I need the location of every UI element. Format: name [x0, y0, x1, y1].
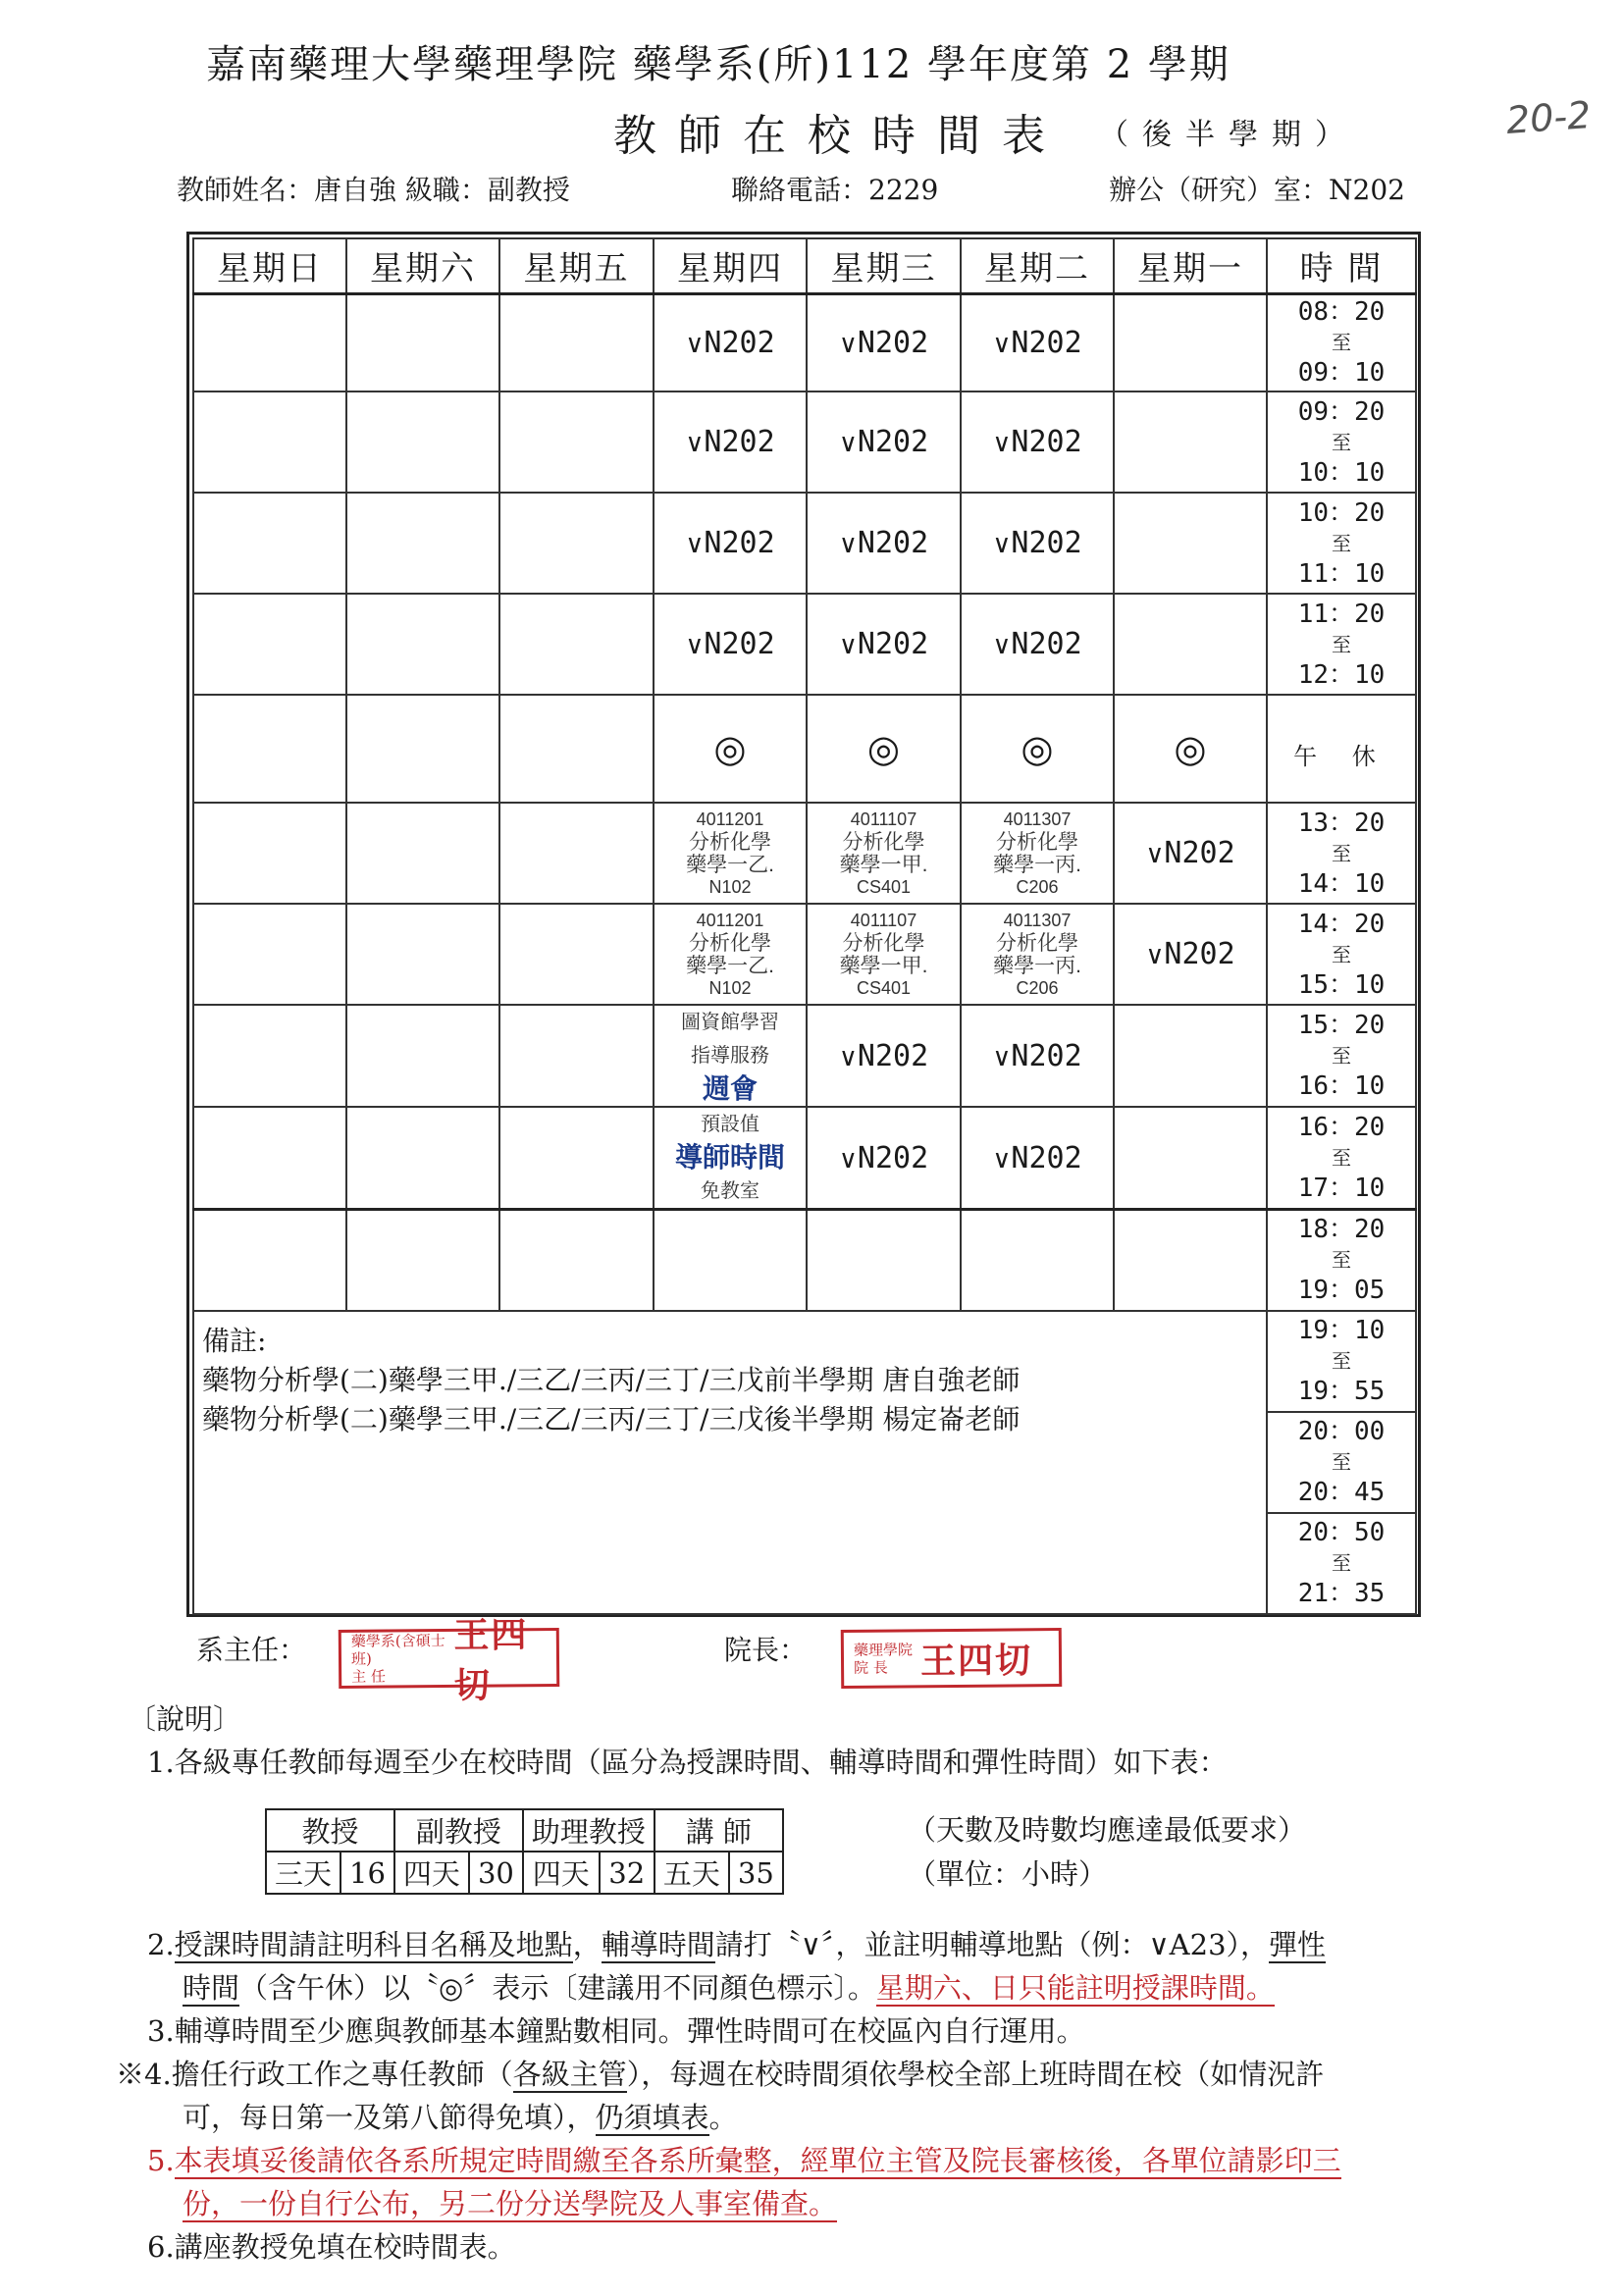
time-1020: 10：20 至 11：10 [1267, 493, 1416, 594]
col-mon: 星期一 [1114, 238, 1267, 293]
chair-label: 系主任： [196, 1634, 307, 1666]
table-row [193, 594, 1416, 695]
teacher-name-rank: 教師姓名：唐自強 級職：副教授 [177, 174, 570, 206]
note-4-line-2: 可，每日第一及第八節得免填），仍須填表。 [183, 2101, 738, 2134]
note-1: 1.各級專任教師每週至少在校時間（區分為授課時間、輔導時間和彈性時間）如下表： [147, 1746, 1228, 1779]
req-cell: 35 [729, 1852, 783, 1894]
table-row [193, 904, 1416, 1005]
time-1120: 11：20 至 12：10 [1267, 594, 1416, 695]
document-title: 嘉南藥理大學藥理學院 藥學系(所)112 學年度第 2 學期 [206, 42, 1230, 87]
remarks-line-1: 藥物分析學(二)藥學三甲./三乙/三丙/三丁/三戊前半學期 唐自強老師 [202, 1363, 1021, 1396]
slot-mon-1320: ∨N202 [1114, 803, 1267, 904]
time-2050: 20：50 至 21：35 [1267, 1513, 1416, 1614]
note-5-line-1: 5.本表填妥後請依各系所規定時間繳至各系所彙整，經單位主管及院長審核後，各單位請影印三 [147, 2144, 1341, 2177]
semester-half-label: （後半學期） [1099, 118, 1358, 152]
req-cell: 16 [340, 1852, 394, 1894]
handwritten-note: 20-2 [1504, 93, 1593, 142]
time-0820: 08：20 至 09：10 [1267, 293, 1416, 391]
note-5-line-2: 份，一份自行公布，另二份分送學院及人事室備查。 [183, 2187, 838, 2220]
slot-thu-1120: ∨N202 [654, 594, 807, 695]
slot-tue-1520: ∨N202 [961, 1005, 1114, 1107]
req-note-min: （天數及時數均應達最低要求） [908, 1813, 1307, 1847]
time-0920: 09：20 至 10：10 [1267, 391, 1416, 493]
thu-1620-tutor: 預設值 導師時間 免教室 [654, 1107, 807, 1210]
dean-label: 院長： [724, 1634, 808, 1666]
chair-stamp: 藥學系(含碩士班) 主 任 王四切 [339, 1628, 560, 1689]
req-cell: 30 [469, 1852, 523, 1894]
time-1910: 19：10 至 19：55 [1267, 1311, 1416, 1412]
col-sun: 星期日 [193, 238, 346, 293]
flex-wed-lunch: ◎ [807, 695, 961, 803]
table-row [193, 803, 1416, 904]
req-header-assistant: 助理教授 [523, 1809, 654, 1852]
slot-wed-1020: ∨N202 [807, 493, 961, 594]
table-row [193, 1107, 1416, 1210]
dean-stamp: 藥理學院 院 長 王四切 [841, 1628, 1063, 1689]
notes-heading: 〔說明〕 [128, 1702, 242, 1736]
slot-thu-0820: ∨N202 [654, 293, 807, 391]
slot-tue-1620: ∨N202 [961, 1107, 1114, 1210]
slot-thu-1020: ∨N202 [654, 493, 807, 594]
slot-thu-0920: ∨N202 [654, 391, 807, 493]
slot-wed-1620: ∨N202 [807, 1107, 961, 1210]
table-row [193, 493, 1416, 594]
req-note-unit: （單位：小時） [908, 1857, 1108, 1891]
header-row [193, 238, 1416, 293]
time-2000: 20：00 至 20：45 [1267, 1412, 1416, 1513]
thu-1520-service: 圖資館學習 指導服務 週會 [654, 1005, 807, 1107]
slot-wed-1520: ∨N202 [807, 1005, 961, 1107]
req-cell: 四天 [394, 1852, 469, 1894]
note-6: 6.講座教授免填在校時間表。 [147, 2230, 516, 2264]
schedule-table [186, 232, 1421, 1617]
schedule-grid [192, 237, 1417, 1615]
slot-tue-1120: ∨N202 [961, 594, 1114, 695]
note-4-line-1: ※4.擔任行政工作之專任教師（各級主管），每週在校時間須依學校全部上班時間在校（如情況許 [116, 2058, 1325, 2091]
req-header-professor: 教授 [266, 1809, 394, 1852]
time-1320: 13：20 至 14：10 [1267, 803, 1416, 904]
table-row [193, 1311, 1416, 1412]
remarks-label: 備註: [202, 1324, 267, 1357]
flex-tue-lunch: ◎ [961, 695, 1114, 803]
req-header-lecturer: 講 師 [654, 1809, 783, 1852]
col-tue: 星期二 [961, 238, 1114, 293]
slot-tue-0920: ∨N202 [961, 391, 1114, 493]
req-cell: 四天 [523, 1852, 600, 1894]
time-1420: 14：20 至 15：10 [1267, 904, 1416, 1005]
table-row [193, 391, 1416, 493]
table-row [266, 1852, 783, 1894]
flex-thu-lunch: ◎ [654, 695, 807, 803]
time-1520: 15：20 至 16：10 [1267, 1005, 1416, 1107]
remarks-line-2: 藥物分析學(二)藥學三甲./三乙/三丙/三丁/三戊後半學期 楊定崙老師 [202, 1402, 1021, 1435]
teacher-office: 辦公（研究）室：N202 [1109, 174, 1405, 206]
table-row [193, 1005, 1416, 1107]
slot-tue-1020: ∨N202 [961, 493, 1114, 594]
note-2-line-2: 時間（含午休）以〝◎〞表示〔建議用不同顏色標示〕。星期六、日只能註明授課時間。 [183, 1971, 1275, 2005]
slot-wed-0820: ∨N202 [807, 293, 961, 391]
remarks-box [193, 1311, 1267, 1614]
course-thu-1420: 4011201 分析化學 藥學一乙. N102 [654, 904, 807, 1005]
col-wed: 星期三 [807, 238, 961, 293]
course-tue-1320: 4011307 分析化學 藥學一丙. C206 [961, 803, 1114, 904]
table-row [193, 695, 1416, 803]
course-wed-1320: 4011107 分析化學 藥學一甲. CS401 [807, 803, 961, 904]
requirement-table [265, 1808, 784, 1895]
course-tue-1420: 4011307 分析化學 藥學一丙. C206 [961, 904, 1114, 1005]
course-wed-1420: 4011107 分析化學 藥學一甲. CS401 [807, 904, 961, 1005]
table-row [193, 1210, 1416, 1311]
req-cell: 三天 [266, 1852, 340, 1894]
teacher-phone: 聯絡電話：2229 [731, 174, 939, 206]
time-lunch: 午 休 [1267, 695, 1416, 803]
table-row [193, 293, 1416, 391]
col-sat: 星期六 [346, 238, 499, 293]
slot-tue-0820: ∨N202 [961, 293, 1114, 391]
slot-wed-1120: ∨N202 [807, 594, 961, 695]
col-thu: 星期四 [654, 238, 807, 293]
schedule-title: 教師在校時間表 [613, 111, 1067, 161]
slot-wed-0920: ∨N202 [807, 391, 961, 493]
time-1620: 16：20 至 17：10 [1267, 1107, 1416, 1210]
time-1820: 18：20 至 19：05 [1267, 1210, 1416, 1311]
req-cell: 五天 [654, 1852, 729, 1894]
req-header-associate: 副教授 [394, 1809, 523, 1852]
note-2-line-1: 2.授課時間請註明科目名稱及地點，輔導時間請打〝∨〞，並註明輔導地點（例：∨A23），彈性 [147, 1928, 1327, 1961]
table-row [266, 1809, 783, 1852]
req-cell: 32 [600, 1852, 654, 1894]
col-time: 時 間 [1267, 238, 1416, 293]
slot-mon-1420: ∨N202 [1114, 904, 1267, 1005]
col-fri: 星期五 [499, 238, 654, 293]
flex-mon-lunch: ◎ [1114, 695, 1267, 803]
course-thu-1320: 4011201 分析化學 藥學一乙. N102 [654, 803, 807, 904]
note-3: 3.輔導時間至少應與教師基本鐘點數相同。彈性時間可在校區內自行運用。 [147, 2014, 1085, 2048]
